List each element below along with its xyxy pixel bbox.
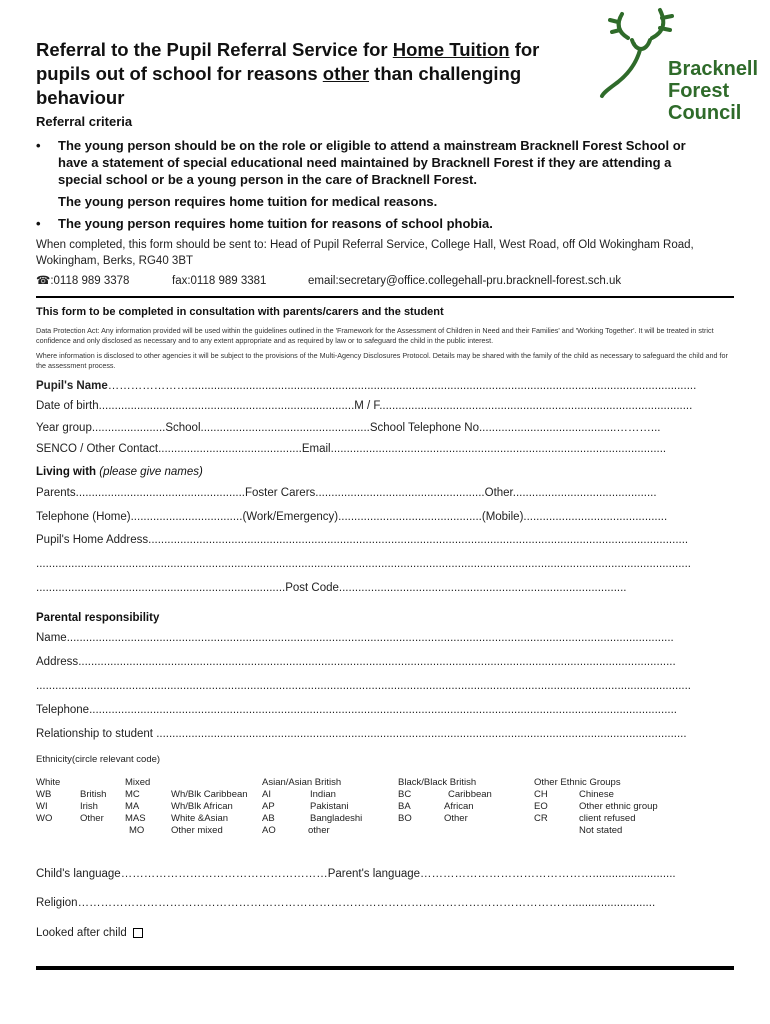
parent-address-field[interactable]: Address........................................................................................................................................................................................... — [36, 656, 676, 668]
living-with-heading: Living with (please give names) — [36, 466, 203, 478]
dob-field[interactable]: Date of birth................................................................................M / F.................................................................................................. — [36, 400, 693, 412]
criteria-heading: Referral criteria — [36, 114, 133, 129]
senco-field[interactable]: SENCO / Other Contact.............................................Email......................................................................................................... — [36, 443, 667, 455]
send-to-text: When completed, this form should be sent to: Head of Pupil Referral Service, College Hall, West Road, off Old Wokingham Road, Wokingham, Berks, RG40 3BT — [36, 239, 694, 267]
consult-note: This form to be completed in consultation with parents/carers and the student — [36, 306, 444, 318]
looked-after-checkbox[interactable] — [133, 928, 143, 938]
ethnicity-heading: Ethnicity(circle relevant code) — [36, 754, 161, 765]
criteria-item-1: • The young person should be on the role or eligible to attend a mainstream Bracknell Forest School or have a statement of special educational need maintained by Bracknell Forest if they are attending a special school or be a young person in the care of Bracknell Forest. — [36, 138, 686, 187]
parent-address-line-2[interactable]: ............................................................................................................................................................................................................. — [36, 680, 691, 692]
ethnicity-col-white: White WB British WI Irish WO Other — [36, 777, 107, 824]
ethnicity-col-asian: Asian/Asian British AI Indian AP Pakistani AB Bangladeshi AO other — [262, 777, 363, 836]
contact-fax: fax:0118 989 3381 — [172, 275, 267, 287]
contact-email[interactable]: email:secretary@office.collegehall-pru.bracknell-forest.sch.uk — [308, 275, 622, 287]
page-title: Referral to the Pupil Referral Service for Home Tuition for pupils out of school for reasons other than challenging behaviour — [36, 39, 540, 108]
language-field[interactable]: Child's language………………………………………………Parent's language……………………………………….......................... — [36, 868, 676, 880]
parents-field[interactable]: Parents.....................................................Foster Carers.....................................................Other............................................. — [36, 487, 657, 499]
ethnicity-col-black: Black/Black British BC Caribbean BA African BO Other — [398, 777, 492, 824]
data-protection-note: Data Protection Act: Any information provided will be used within the guidelines outlined in the 'Framework for the Assessment of Children in Need and their Families' and 'Working Together'. It will be treated in strict confidence and only disclosed as necessary and to any extent appropriate and as required by law or to safeguard the child in the public interest. — [36, 326, 714, 345]
ethnicity-col-mixed: Mixed MC Wh/Blk Caribbean MA Wh/Blk African MAS White &Asian MO Other mixed — [125, 777, 248, 836]
stag-icon — [598, 4, 678, 104]
year-group-field[interactable]: Year group.......................School.....................................................School Telephone No...........................................………... — [36, 422, 661, 434]
parent-name-field[interactable]: Name.............................................................................................................................................................................................. — [36, 632, 674, 644]
disclosure-note: Where information is disclosed to other agencies it will be subject to the provisions of the Multi-Agency Disclosures Protocol. Details may be shared with the family of the child as necessary to safeguard the child and for the assessment process. — [36, 351, 728, 370]
address-line-2[interactable]: ............................................................................................................................................................................................................. — [36, 558, 691, 570]
criteria-item-1b: The young person requires home tuition for medical reasons. — [58, 194, 438, 209]
ethnicity-col-other: Other Ethnic Groups CH Chinese EO Other ethnic group CR client refused Not stated — [534, 777, 658, 836]
phone-icon: ☎ — [36, 275, 51, 287]
bottom-divider — [36, 966, 734, 970]
post-code-field[interactable]: ..............................................................................Post Code.......................................................................................... — [36, 582, 627, 594]
divider — [36, 296, 734, 298]
religion-field[interactable]: Religion………………………………………………………………………………………………………………….......................... — [36, 897, 656, 909]
criteria-item-2: • The young person requires home tuition for reasons of school phobia. — [36, 216, 493, 231]
home-address-field[interactable]: Pupil's Home Address......................................................................................................................................................................... — [36, 534, 689, 546]
council-name: Bracknell Forest Council — [668, 58, 759, 124]
telephone-field[interactable]: Telephone (Home)...................................(Work/Emergency).............................................(Mobile)............................................. — [36, 511, 668, 523]
looked-after-row: Looked after child — [36, 927, 143, 939]
contact-phone: ☎:0118 989 3378 — [36, 275, 130, 287]
pupil-name-field[interactable]: Pupil's Name…………………............................................................................................................................................................... — [36, 380, 697, 392]
parental-heading: Parental responsibility — [36, 612, 160, 624]
relationship-field[interactable]: Relationship to student ...................................................................................................................................................................... — [36, 728, 687, 740]
parent-telephone-field[interactable]: Telephone........................................................................................................................................................................................ — [36, 704, 677, 716]
